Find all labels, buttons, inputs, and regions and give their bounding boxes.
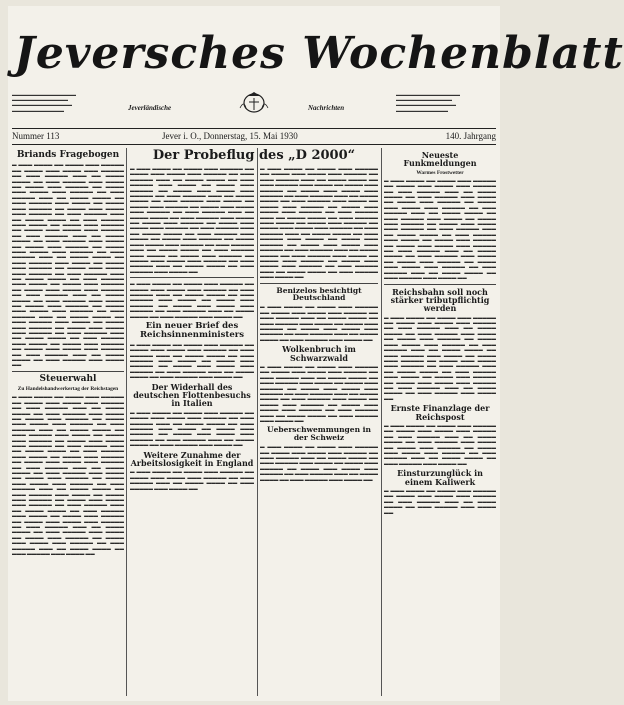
- issue-volume: 140. Jahrgang: [445, 131, 496, 141]
- headline-ueberschwemmungen: Ueberschwemmungen in der Schweiz: [267, 425, 371, 443]
- article-text: ▬ ▬▬▬ ▬▬▬▬ ▬▬ ▬▬▬▬ ▬▬▬ ▬▬▬▬▬ ▬▬ ▬▬▬▬ ▬▬▬ ▬▬▬▬ ▬▬▬ ▬▬▬▬▬ ▬▬ ▬▬▬ ▬▬▬▬▬ ▬▬▬ ▬▬ ▬▬▬▬ ▬▬▬▬ ▬▬ ▬▬▬ ▬▬▬▬▬ ▬▬▬ ▬▬▬▬ ▬▬: [384, 487, 496, 515]
- headline-funkmeldungen: Neueste Funkmeldungen: [403, 150, 477, 169]
- column-rule: [381, 148, 382, 696]
- masthead-left-notice: ▬▬▬▬▬▬▬▬▬▬▬▬▬▬▬▬ ▬▬▬▬▬▬▬▬▬▬▬▬▬▬ ▬▬▬▬▬▬▬▬▬▬▬▬▬▬▬ ▬▬▬▬▬▬▬▬▬▬▬▬▬: [12, 92, 76, 113]
- issue-dateline: Jever i. O., Donnerstag, 15. Mai 1930: [162, 131, 298, 141]
- article-text: ▬ ▬▬▬ ▬▬▬▬ ▬▬ ▬▬▬▬ ▬▬▬ ▬▬▬▬▬ ▬▬ ▬▬▬▬ ▬▬▬ ▬▬▬▬ ▬▬▬ ▬▬▬▬▬ ▬▬ ▬▬▬ ▬▬▬▬▬ ▬▬▬ ▬▬ ▬▬▬▬ ▬▬▬▬ ▬▬ ▬▬▬ ▬▬▬▬▬ ▬▬▬ ▬▬▬▬ ▬▬ ▬▬▬▬ ▬▬▬ ▬▬▬▬▬ ▬▬ ▬▬▬▬ ▬▬▬ ▬▬▬▬ ▬▬▬ ▬▬▬▬▬ ▬▬ ▬▬▬ ▬▬▬▬▬ ▬▬▬ ▬▬ ▬▬▬▬ ▬▬▬▬ ▬▬ ▬▬▬ ▬▬▬▬▬ ▬▬▬ ▬▬▬▬ ▬▬: [260, 444, 378, 482]
- article-text: ▬ ▬▬▬ ▬▬▬▬ ▬▬ ▬▬▬▬ ▬▬▬ ▬▬▬▬▬ ▬▬ ▬▬▬▬ ▬▬▬ ▬▬▬▬ ▬▬▬ ▬▬▬▬▬ ▬▬ ▬▬▬ ▬▬▬▬▬ ▬▬▬ ▬▬ ▬▬▬▬ ▬▬▬▬ ▬▬ ▬▬▬ ▬▬▬▬▬ ▬▬▬ ▬▬▬▬ ▬▬ ▬▬▬▬ ▬▬▬ ▬▬▬▬▬ ▬▬ ▬▬▬▬ ▬▬▬ ▬▬▬▬ ▬▬▬ ▬▬▬▬▬ ▬▬ ▬▬▬ ▬▬▬▬▬ ▬▬▬ ▬▬ ▬▬▬▬ ▬▬▬▬ ▬▬ ▬▬▬ ▬▬▬▬▬ ▬▬▬ ▬▬▬▬ ▬▬ ▬▬▬▬ ▬▬▬ ▬▬▬▬▬ ▬▬ ▬▬▬▬ ▬▬▬ ▬▬▬▬ ▬▬▬ ▬▬▬▬▬ ▬▬ ▬▬▬ ▬▬▬▬▬ ▬▬▬ ▬▬ ▬▬▬▬ ▬▬▬▬ ▬▬ ▬▬▬ ▬▬▬▬▬ ▬▬▬ ▬▬▬▬ ▬▬ ▬▬▬▬ ▬▬▬ ▬▬▬▬▬ ▬▬ ▬▬▬▬ ▬▬▬ ▬▬▬▬ ▬▬▬ ▬▬▬▬▬ ▬▬ ▬▬▬ ▬▬▬▬▬ ▬▬▬ ▬▬ ▬▬▬▬ ▬▬▬▬ ▬▬ ▬▬▬ ▬▬▬▬▬ ▬▬▬ ▬▬▬▬ ▬▬ ▬▬▬▬ ▬▬▬ ▬▬▬▬▬ ▬▬ ▬▬▬▬ ▬▬▬ ▬▬▬▬ ▬▬▬ ▬▬▬▬▬ ▬▬ ▬▬▬ ▬▬▬▬▬ ▬▬▬ ▬▬ ▬▬▬▬ ▬▬▬▬ ▬▬ ▬▬▬ ▬▬▬▬▬ ▬▬▬ ▬▬▬▬ ▬▬ ▬▬▬▬ ▬▬▬ ▬▬▬▬▬ ▬▬ ▬▬▬▬ ▬▬▬ ▬▬▬▬ ▬▬▬ ▬▬▬▬▬ ▬▬ ▬▬▬ ▬▬▬▬▬ ▬▬▬ ▬▬ ▬▬▬▬ ▬▬▬▬ ▬▬ ▬▬▬ ▬▬▬▬▬ ▬▬▬ ▬▬▬▬ ▬▬: [260, 166, 378, 280]
- article-text: ▬ ▬▬▬ ▬▬▬▬ ▬▬ ▬▬▬▬ ▬▬▬ ▬▬▬▬▬ ▬▬ ▬▬▬▬ ▬▬▬ ▬▬▬▬ ▬▬▬ ▬▬▬▬▬ ▬▬ ▬▬▬ ▬▬▬▬▬ ▬▬▬ ▬▬ ▬▬▬▬ ▬▬▬▬ ▬▬ ▬▬▬ ▬▬▬▬▬ ▬▬▬ ▬▬▬▬ ▬▬ ▬▬▬▬ ▬▬▬ ▬▬▬▬▬ ▬▬ ▬▬▬▬ ▬▬▬ ▬▬▬▬ ▬▬▬ ▬▬▬▬▬ ▬▬ ▬▬▬ ▬▬▬▬▬ ▬▬▬ ▬▬ ▬▬▬▬ ▬▬▬▬ ▬▬ ▬▬▬ ▬▬▬▬▬ ▬▬▬ ▬▬▬▬ ▬▬ ▬▬▬▬ ▬▬▬ ▬▬▬▬▬ ▬▬ ▬▬▬▬ ▬▬▬ ▬▬▬▬ ▬▬▬ ▬▬▬▬▬ ▬▬ ▬▬▬ ▬▬▬▬▬ ▬▬▬ ▬▬ ▬▬▬▬ ▬▬▬▬ ▬▬ ▬▬▬ ▬▬▬▬▬ ▬▬▬ ▬▬▬▬ ▬▬ ▬▬▬▬ ▬▬▬ ▬▬▬▬▬ ▬▬ ▬▬▬▬ ▬▬▬ ▬▬▬▬ ▬▬▬ ▬▬▬▬▬ ▬▬ ▬▬▬ ▬▬▬▬▬ ▬▬▬ ▬▬ ▬▬▬▬ ▬▬▬▬ ▬▬ ▬▬▬ ▬▬▬▬▬ ▬▬▬ ▬▬▬▬ ▬▬ ▬▬▬▬ ▬▬▬ ▬▬▬▬▬ ▬▬ ▬▬▬▬ ▬▬▬ ▬▬▬▬ ▬▬▬ ▬▬▬▬▬ ▬▬ ▬▬▬ ▬▬▬▬▬ ▬▬▬ ▬▬ ▬▬▬▬ ▬▬▬▬ ▬▬ ▬▬▬ ▬▬▬▬▬ ▬▬▬ ▬▬▬▬ ▬▬: [384, 177, 496, 281]
- newspaper-title: Jeversches Wochenblatt: [14, 28, 624, 79]
- headline-flottenbesuch: Der Widerhall des deutschen Flottenbesuchs in Italien: [133, 381, 251, 409]
- column-3: [260, 166, 378, 696]
- article-text: ▬ ▬▬▬ ▬▬▬▬ ▬▬ ▬▬▬▬ ▬▬▬ ▬▬▬▬▬ ▬▬ ▬▬▬▬ ▬▬▬ ▬▬▬▬ ▬▬▬ ▬▬▬▬▬ ▬▬ ▬▬▬ ▬▬▬▬▬ ▬▬▬ ▬▬ ▬▬▬▬ ▬▬▬▬ ▬▬ ▬▬▬ ▬▬▬▬▬ ▬▬▬ ▬▬▬▬ ▬▬ ▬▬▬▬ ▬▬▬ ▬▬▬▬▬ ▬▬ ▬▬▬▬ ▬▬▬ ▬▬▬▬ ▬▬▬ ▬▬▬▬▬ ▬▬ ▬▬▬ ▬▬▬▬▬ ▬▬▬ ▬▬ ▬▬▬▬ ▬▬▬▬ ▬▬ ▬▬▬ ▬▬▬▬▬ ▬▬▬ ▬▬▬▬ ▬▬: [384, 422, 496, 466]
- article-text: ▬ ▬▬▬ ▬▬▬▬ ▬▬ ▬▬▬▬ ▬▬▬ ▬▬▬▬▬ ▬▬ ▬▬▬▬ ▬▬▬ ▬▬▬▬ ▬▬▬ ▬▬▬▬▬ ▬▬ ▬▬▬ ▬▬▬▬▬ ▬▬▬ ▬▬ ▬▬▬▬ ▬▬▬▬ ▬▬ ▬▬▬ ▬▬▬▬▬ ▬▬▬ ▬▬▬▬ ▬▬ ▬▬▬▬ ▬▬▬ ▬▬▬▬▬ ▬▬ ▬▬▬▬ ▬▬▬ ▬▬▬▬ ▬▬▬ ▬▬▬▬▬ ▬▬ ▬▬▬ ▬▬▬▬▬ ▬▬▬ ▬▬ ▬▬▬▬ ▬▬▬▬ ▬▬ ▬▬▬ ▬▬▬▬▬ ▬▬▬ ▬▬▬▬ ▬▬ ▬▬▬▬ ▬▬▬ ▬▬▬▬▬ ▬▬ ▬▬▬▬ ▬▬▬ ▬▬▬▬ ▬▬▬ ▬▬▬▬▬ ▬▬ ▬▬▬ ▬▬▬▬▬ ▬▬▬ ▬▬ ▬▬▬▬ ▬▬▬▬ ▬▬ ▬▬▬ ▬▬▬▬▬ ▬▬▬ ▬▬▬▬ ▬▬ ▬▬▬▬ ▬▬▬ ▬▬▬▬▬ ▬▬ ▬▬▬▬ ▬▬▬ ▬▬▬▬ ▬▬▬ ▬▬▬▬▬ ▬▬ ▬▬▬ ▬▬▬▬▬ ▬▬▬ ▬▬ ▬▬▬▬ ▬▬▬▬ ▬▬ ▬▬▬ ▬▬▬▬▬ ▬▬▬ ▬▬▬▬ ▬▬ ▬▬▬▬ ▬▬▬ ▬▬▬▬▬ ▬▬ ▬▬▬▬ ▬▬▬ ▬▬▬▬ ▬▬▬ ▬▬▬▬▬ ▬▬ ▬▬▬ ▬▬▬▬▬ ▬▬▬ ▬▬ ▬▬▬▬ ▬▬▬▬ ▬▬ ▬▬▬ ▬▬▬▬▬ ▬▬▬ ▬▬▬▬ ▬▬ ▬▬▬▬ ▬▬▬ ▬▬▬▬▬ ▬▬ ▬▬▬▬ ▬▬▬ ▬▬▬▬ ▬▬▬ ▬▬▬▬▬ ▬▬ ▬▬▬ ▬▬▬▬▬ ▬▬▬ ▬▬ ▬▬▬▬ ▬▬▬▬ ▬▬ ▬▬▬ ▬▬▬▬▬ ▬▬▬ ▬▬▬▬ ▬▬: [130, 166, 254, 274]
- divider: [12, 144, 496, 145]
- masthead-subtitle-left: Jeverländische: [128, 104, 172, 112]
- headline-arbeitslosigkeit: Weitere Zunahme der Arbeitslosigkeit in England: [130, 449, 254, 469]
- issue-number: Nummer 113: [12, 131, 60, 141]
- newspaper-page: [8, 6, 624, 701]
- article-text: ▬ ▬▬▬ ▬▬▬▬ ▬▬ ▬▬▬▬ ▬▬▬ ▬▬▬▬▬ ▬▬ ▬▬▬▬ ▬▬▬ ▬▬▬▬ ▬▬▬ ▬▬▬▬▬ ▬▬ ▬▬▬ ▬▬▬▬▬ ▬▬▬ ▬▬ ▬▬▬▬ ▬▬▬▬ ▬▬ ▬▬▬ ▬▬▬▬▬ ▬▬▬ ▬▬▬▬ ▬▬ ▬▬▬▬ ▬▬▬ ▬▬▬▬▬ ▬▬ ▬▬▬▬ ▬▬▬ ▬▬▬▬ ▬▬▬ ▬▬▬▬▬ ▬▬ ▬▬▬ ▬▬▬▬▬ ▬▬▬ ▬▬ ▬▬▬▬ ▬▬▬▬ ▬▬ ▬▬▬ ▬▬▬▬▬ ▬▬▬ ▬▬▬▬ ▬▬: [130, 341, 254, 380]
- headline-reichsbahn: Reichsbahn soll noch stärker tributpflichtig werden: [390, 286, 490, 314]
- article-text: ▬ ▬▬▬ ▬▬▬▬ ▬▬ ▬▬▬▬ ▬▬▬ ▬▬▬▬▬ ▬▬ ▬▬▬▬ ▬▬▬ ▬▬▬▬ ▬▬▬ ▬▬▬▬▬ ▬▬ ▬▬▬ ▬▬▬▬▬ ▬▬▬ ▬▬ ▬▬▬▬ ▬▬▬▬ ▬▬ ▬▬▬ ▬▬▬▬▬ ▬▬▬ ▬▬▬▬ ▬▬ ▬▬▬▬ ▬▬▬ ▬▬▬▬▬ ▬▬ ▬▬▬▬ ▬▬▬ ▬▬▬▬ ▬▬▬ ▬▬▬▬▬ ▬▬ ▬▬▬ ▬▬▬▬▬ ▬▬▬ ▬▬ ▬▬▬▬ ▬▬▬▬ ▬▬ ▬▬▬ ▬▬▬▬▬ ▬▬▬ ▬▬▬▬ ▬▬: [130, 281, 254, 319]
- coat-of-arms-icon: [236, 90, 272, 114]
- article-text: ▬ ▬▬▬ ▬▬▬▬ ▬▬ ▬▬▬▬ ▬▬▬ ▬▬▬▬▬ ▬▬ ▬▬▬▬ ▬▬▬ ▬▬▬▬ ▬▬▬ ▬▬▬▬▬ ▬▬ ▬▬▬ ▬▬▬▬▬ ▬▬▬ ▬▬ ▬▬▬▬ ▬▬▬▬ ▬▬ ▬▬▬ ▬▬▬▬▬ ▬▬▬ ▬▬▬▬ ▬▬ ▬▬▬▬ ▬▬▬ ▬▬▬▬▬ ▬▬ ▬▬▬▬ ▬▬▬ ▬▬▬▬ ▬▬▬ ▬▬▬▬▬ ▬▬ ▬▬▬ ▬▬▬▬▬ ▬▬▬ ▬▬ ▬▬▬▬ ▬▬▬▬ ▬▬ ▬▬▬ ▬▬▬▬▬ ▬▬▬ ▬▬▬▬ ▬▬ ▬▬▬▬ ▬▬▬ ▬▬▬▬▬ ▬▬ ▬▬▬▬ ▬▬▬ ▬▬▬▬ ▬▬▬ ▬▬▬▬▬ ▬▬ ▬▬▬ ▬▬▬▬▬ ▬▬▬ ▬▬ ▬▬▬▬ ▬▬▬▬ ▬▬ ▬▬▬ ▬▬▬▬▬ ▬▬▬ ▬▬▬▬ ▬▬ ▬▬▬▬ ▬▬▬ ▬▬▬▬▬ ▬▬ ▬▬▬▬ ▬▬▬ ▬▬▬▬ ▬▬▬ ▬▬▬▬▬ ▬▬ ▬▬▬ ▬▬▬▬▬ ▬▬▬ ▬▬ ▬▬▬▬ ▬▬▬▬ ▬▬ ▬▬▬ ▬▬▬▬▬ ▬▬▬ ▬▬▬▬ ▬▬: [384, 314, 496, 401]
- column-4: [384, 148, 496, 696]
- subheadline: Zu Handelshandwerkertag der Reichstagen: [17, 386, 119, 393]
- article-text: ▬ ▬▬▬ ▬▬▬▬ ▬▬ ▬▬▬▬ ▬▬▬ ▬▬▬▬▬ ▬▬ ▬▬▬▬ ▬▬▬ ▬▬▬▬ ▬▬▬ ▬▬▬▬▬ ▬▬ ▬▬▬ ▬▬▬▬▬ ▬▬▬ ▬▬ ▬▬▬▬ ▬▬▬▬ ▬▬ ▬▬▬ ▬▬▬▬▬ ▬▬▬ ▬▬▬▬ ▬▬ ▬▬▬▬ ▬▬▬ ▬▬▬▬▬ ▬▬ ▬▬▬▬ ▬▬▬ ▬▬▬▬ ▬▬▬ ▬▬▬▬▬ ▬▬ ▬▬▬ ▬▬▬▬▬ ▬▬▬ ▬▬ ▬▬▬▬ ▬▬▬▬ ▬▬ ▬▬▬ ▬▬▬▬▬ ▬▬▬ ▬▬▬▬ ▬▬ ▬▬▬▬ ▬▬▬ ▬▬▬▬▬ ▬▬ ▬▬▬▬ ▬▬▬ ▬▬▬▬ ▬▬▬ ▬▬▬▬▬ ▬▬ ▬▬▬ ▬▬▬▬▬ ▬▬▬ ▬▬ ▬▬▬▬ ▬▬▬▬ ▬▬ ▬▬▬ ▬▬▬▬▬ ▬▬▬ ▬▬▬▬ ▬▬ ▬▬▬▬ ▬▬▬ ▬▬▬▬▬ ▬▬ ▬▬▬▬ ▬▬▬ ▬▬▬▬ ▬▬▬ ▬▬▬▬▬ ▬▬ ▬▬▬ ▬▬▬▬▬ ▬▬▬ ▬▬ ▬▬▬▬ ▬▬▬▬ ▬▬ ▬▬▬ ▬▬▬▬▬ ▬▬▬ ▬▬▬▬ ▬▬ ▬▬▬▬ ▬▬▬ ▬▬▬▬▬ ▬▬ ▬▬▬▬ ▬▬▬ ▬▬▬▬ ▬▬▬ ▬▬▬▬▬ ▬▬ ▬▬▬ ▬▬▬▬▬ ▬▬▬ ▬▬ ▬▬▬▬ ▬▬▬▬ ▬▬ ▬▬▬ ▬▬▬▬▬ ▬▬▬ ▬▬▬▬ ▬▬ ▬▬▬▬ ▬▬▬ ▬▬▬▬▬ ▬▬ ▬▬▬▬ ▬▬▬ ▬▬▬▬ ▬▬▬ ▬▬▬▬▬ ▬▬ ▬▬▬ ▬▬▬▬▬ ▬▬▬ ▬▬ ▬▬▬▬ ▬▬▬▬ ▬▬ ▬▬▬ ▬▬▬▬▬ ▬▬▬ ▬▬▬▬ ▬▬ ▬▬▬▬ ▬▬▬ ▬▬▬▬▬ ▬▬ ▬▬▬▬ ▬▬▬ ▬▬▬▬ ▬▬▬ ▬▬▬▬▬ ▬▬ ▬▬▬ ▬▬▬▬▬ ▬▬▬ ▬▬ ▬▬▬▬ ▬▬▬▬ ▬▬ ▬▬▬ ▬▬▬▬▬ ▬▬▬ ▬▬▬▬ ▬▬ ▬▬▬▬ ▬▬▬ ▬▬▬▬▬ ▬▬ ▬▬▬▬ ▬▬▬ ▬▬▬▬ ▬▬▬ ▬▬▬▬▬ ▬▬ ▬▬▬ ▬▬▬▬▬ ▬▬▬ ▬▬ ▬▬▬▬ ▬▬▬▬ ▬▬ ▬▬▬ ▬▬▬▬▬ ▬▬▬ ▬▬▬▬ ▬▬: [12, 394, 124, 557]
- column-1: [12, 148, 124, 696]
- column-2: [130, 166, 254, 696]
- article-text: ▬ ▬▬▬ ▬▬▬▬ ▬▬ ▬▬▬▬ ▬▬▬ ▬▬▬▬▬ ▬▬ ▬▬▬▬ ▬▬▬ ▬▬▬▬ ▬▬▬ ▬▬▬▬▬ ▬▬ ▬▬▬ ▬▬▬▬▬ ▬▬▬ ▬▬ ▬▬▬▬ ▬▬▬▬ ▬▬ ▬▬▬ ▬▬▬▬▬ ▬▬▬ ▬▬▬▬ ▬▬: [130, 469, 254, 491]
- headline-briand: Briands Fragebogen: [16, 150, 120, 160]
- article-text: ▬ ▬▬▬ ▬▬▬▬ ▬▬ ▬▬▬▬ ▬▬▬ ▬▬▬▬▬ ▬▬ ▬▬▬▬ ▬▬▬ ▬▬▬▬ ▬▬▬ ▬▬▬▬▬ ▬▬ ▬▬▬ ▬▬▬▬▬ ▬▬▬ ▬▬ ▬▬▬▬ ▬▬▬▬ ▬▬ ▬▬▬ ▬▬▬▬▬ ▬▬▬ ▬▬▬▬ ▬▬ ▬▬▬▬ ▬▬▬ ▬▬▬▬▬ ▬▬ ▬▬▬▬ ▬▬▬ ▬▬▬▬ ▬▬▬ ▬▬▬▬▬ ▬▬ ▬▬▬ ▬▬▬▬▬ ▬▬▬ ▬▬ ▬▬▬▬ ▬▬▬▬ ▬▬ ▬▬▬ ▬▬▬▬▬ ▬▬▬ ▬▬▬▬ ▬▬ ▬▬▬▬ ▬▬▬ ▬▬▬▬▬ ▬▬ ▬▬▬▬ ▬▬▬ ▬▬▬▬ ▬▬▬ ▬▬▬▬▬ ▬▬ ▬▬▬ ▬▬▬▬▬ ▬▬▬ ▬▬ ▬▬▬▬ ▬▬▬▬ ▬▬ ▬▬▬ ▬▬▬▬▬ ▬▬▬ ▬▬▬▬ ▬▬: [260, 363, 378, 423]
- headline-steuerwahl: Steuerwahl: [39, 373, 97, 384]
- headline-reichspost: Ernste Finanzlage der Reichspost: [390, 403, 490, 422]
- divider: [12, 128, 496, 129]
- column-rule: [126, 148, 127, 696]
- masthead: [8, 6, 624, 118]
- masthead-right-notice: ▬▬▬▬▬▬▬▬▬▬▬▬▬▬▬▬ ▬▬▬▬▬▬▬▬▬▬▬▬▬▬ ▬▬▬▬▬▬▬▬▬▬▬▬▬▬▬ ▬▬▬▬▬▬▬▬▬▬▬▬▬: [396, 92, 460, 113]
- headline-kaliwerk: Einsturzunglück in einem Kaliwerk: [397, 468, 483, 487]
- masthead-subtitle-right: Nachrichten: [308, 104, 345, 112]
- column-rule: [257, 148, 258, 696]
- subheadline: Warmes Frostwetter: [416, 169, 464, 176]
- main-headline: Der Probeflug des „D 2000“: [152, 148, 356, 163]
- article-text: ▬ ▬▬▬ ▬▬▬▬ ▬▬ ▬▬▬▬ ▬▬▬ ▬▬▬▬▬ ▬▬ ▬▬▬▬ ▬▬▬ ▬▬▬▬ ▬▬▬ ▬▬▬▬▬ ▬▬ ▬▬▬ ▬▬▬▬▬ ▬▬▬ ▬▬ ▬▬▬▬ ▬▬▬▬ ▬▬ ▬▬▬ ▬▬▬▬▬ ▬▬▬ ▬▬▬▬ ▬▬ ▬▬▬▬ ▬▬▬ ▬▬▬▬▬ ▬▬ ▬▬▬▬ ▬▬▬ ▬▬▬▬ ▬▬▬ ▬▬▬▬▬ ▬▬ ▬▬▬ ▬▬▬▬▬ ▬▬▬ ▬▬ ▬▬▬▬ ▬▬▬▬ ▬▬ ▬▬▬ ▬▬▬▬▬ ▬▬▬ ▬▬▬▬ ▬▬: [260, 304, 378, 342]
- headline-wolkenbruch: Wolkenbruch im Schwarzwald: [282, 344, 356, 363]
- article-text: ▬ ▬▬▬ ▬▬▬▬ ▬▬ ▬▬▬▬ ▬▬▬ ▬▬▬▬▬ ▬▬ ▬▬▬▬ ▬▬▬ ▬▬▬▬ ▬▬▬ ▬▬▬▬▬ ▬▬ ▬▬▬ ▬▬▬▬▬ ▬▬▬ ▬▬ ▬▬▬▬ ▬▬▬▬ ▬▬ ▬▬▬ ▬▬▬▬▬ ▬▬▬ ▬▬▬▬ ▬▬ ▬▬▬▬ ▬▬▬ ▬▬▬▬▬ ▬▬ ▬▬▬▬ ▬▬▬ ▬▬▬▬ ▬▬▬ ▬▬▬▬▬ ▬▬ ▬▬▬ ▬▬▬▬▬ ▬▬▬ ▬▬ ▬▬▬▬ ▬▬▬▬ ▬▬ ▬▬▬ ▬▬▬▬▬ ▬▬▬ ▬▬▬▬ ▬▬ ▬▬▬▬ ▬▬▬ ▬▬▬▬▬ ▬▬ ▬▬▬▬ ▬▬▬ ▬▬▬▬ ▬▬▬ ▬▬▬▬▬ ▬▬ ▬▬▬ ▬▬▬▬▬ ▬▬▬ ▬▬ ▬▬▬▬ ▬▬▬▬ ▬▬ ▬▬▬ ▬▬▬▬▬ ▬▬▬ ▬▬▬▬ ▬▬ ▬▬▬▬ ▬▬▬ ▬▬▬▬▬ ▬▬ ▬▬▬▬ ▬▬▬ ▬▬▬▬ ▬▬▬ ▬▬▬▬▬ ▬▬ ▬▬▬ ▬▬▬▬▬ ▬▬▬ ▬▬ ▬▬▬▬ ▬▬▬▬ ▬▬ ▬▬▬ ▬▬▬▬▬ ▬▬▬ ▬▬▬▬ ▬▬ ▬▬▬▬ ▬▬▬ ▬▬▬▬▬ ▬▬ ▬▬▬▬ ▬▬▬ ▬▬▬▬ ▬▬▬ ▬▬▬▬▬ ▬▬ ▬▬▬ ▬▬▬▬▬ ▬▬▬ ▬▬ ▬▬▬▬ ▬▬▬▬ ▬▬ ▬▬▬ ▬▬▬▬▬ ▬▬▬ ▬▬▬▬ ▬▬ ▬▬▬▬ ▬▬▬ ▬▬▬▬▬ ▬▬ ▬▬▬▬ ▬▬▬ ▬▬▬▬ ▬▬▬ ▬▬▬▬▬ ▬▬ ▬▬▬ ▬▬▬▬▬ ▬▬▬ ▬▬ ▬▬▬▬ ▬▬▬▬ ▬▬ ▬▬▬ ▬▬▬▬▬ ▬▬▬ ▬▬▬▬ ▬▬ ▬▬▬▬ ▬▬▬ ▬▬▬▬▬ ▬▬ ▬▬▬▬ ▬▬▬ ▬▬▬▬ ▬▬▬ ▬▬▬▬▬ ▬▬ ▬▬▬ ▬▬▬▬▬ ▬▬▬ ▬▬ ▬▬▬▬ ▬▬▬▬ ▬▬ ▬▬▬ ▬▬▬▬▬ ▬▬▬ ▬▬▬▬ ▬▬ ▬▬▬▬ ▬▬▬ ▬▬▬▬▬ ▬▬ ▬▬▬▬ ▬▬▬ ▬▬▬▬ ▬▬▬ ▬▬▬▬▬ ▬▬ ▬▬▬ ▬▬▬▬▬ ▬▬▬ ▬▬ ▬▬▬▬ ▬▬▬▬ ▬▬ ▬▬▬ ▬▬▬▬▬ ▬▬▬ ▬▬▬▬ ▬▬ ▬▬▬▬ ▬▬▬ ▬▬▬▬▬ ▬▬ ▬▬▬▬ ▬▬▬ ▬▬▬▬ ▬▬▬ ▬▬▬▬▬ ▬▬ ▬▬▬ ▬▬▬▬▬ ▬▬▬ ▬▬ ▬▬▬▬ ▬▬▬▬ ▬▬ ▬▬▬ ▬▬▬▬▬ ▬▬▬ ▬▬▬▬ ▬▬ ▬▬▬▬ ▬▬▬ ▬▬▬▬▬ ▬▬ ▬▬▬▬ ▬▬▬ ▬▬▬▬ ▬▬▬ ▬▬▬▬▬ ▬▬ ▬▬▬ ▬▬▬▬▬ ▬▬▬ ▬▬ ▬▬▬▬ ▬▬▬▬ ▬▬ ▬▬▬ ▬▬▬▬▬ ▬▬▬ ▬▬▬▬ ▬▬: [12, 162, 124, 368]
- headline-benizelos: Benizelos besichtigt Deutschland: [276, 285, 362, 303]
- article-text: ▬ ▬▬▬ ▬▬▬▬ ▬▬ ▬▬▬▬ ▬▬▬ ▬▬▬▬▬ ▬▬ ▬▬▬▬ ▬▬▬ ▬▬▬▬ ▬▬▬ ▬▬▬▬▬ ▬▬ ▬▬▬ ▬▬▬▬▬ ▬▬▬ ▬▬ ▬▬▬▬ ▬▬▬▬ ▬▬ ▬▬▬ ▬▬▬▬▬ ▬▬▬ ▬▬▬▬ ▬▬ ▬▬▬▬ ▬▬▬ ▬▬▬▬▬ ▬▬ ▬▬▬▬ ▬▬▬ ▬▬▬▬ ▬▬▬ ▬▬▬▬▬ ▬▬ ▬▬▬ ▬▬▬▬▬ ▬▬▬ ▬▬ ▬▬▬▬ ▬▬▬▬ ▬▬ ▬▬▬ ▬▬▬▬▬ ▬▬▬ ▬▬▬▬ ▬▬: [130, 409, 254, 448]
- issue-info-bar: [12, 131, 496, 143]
- headline-reichsinnenminister: Ein neuer Brief des Reichsinnenministers: [139, 320, 245, 340]
